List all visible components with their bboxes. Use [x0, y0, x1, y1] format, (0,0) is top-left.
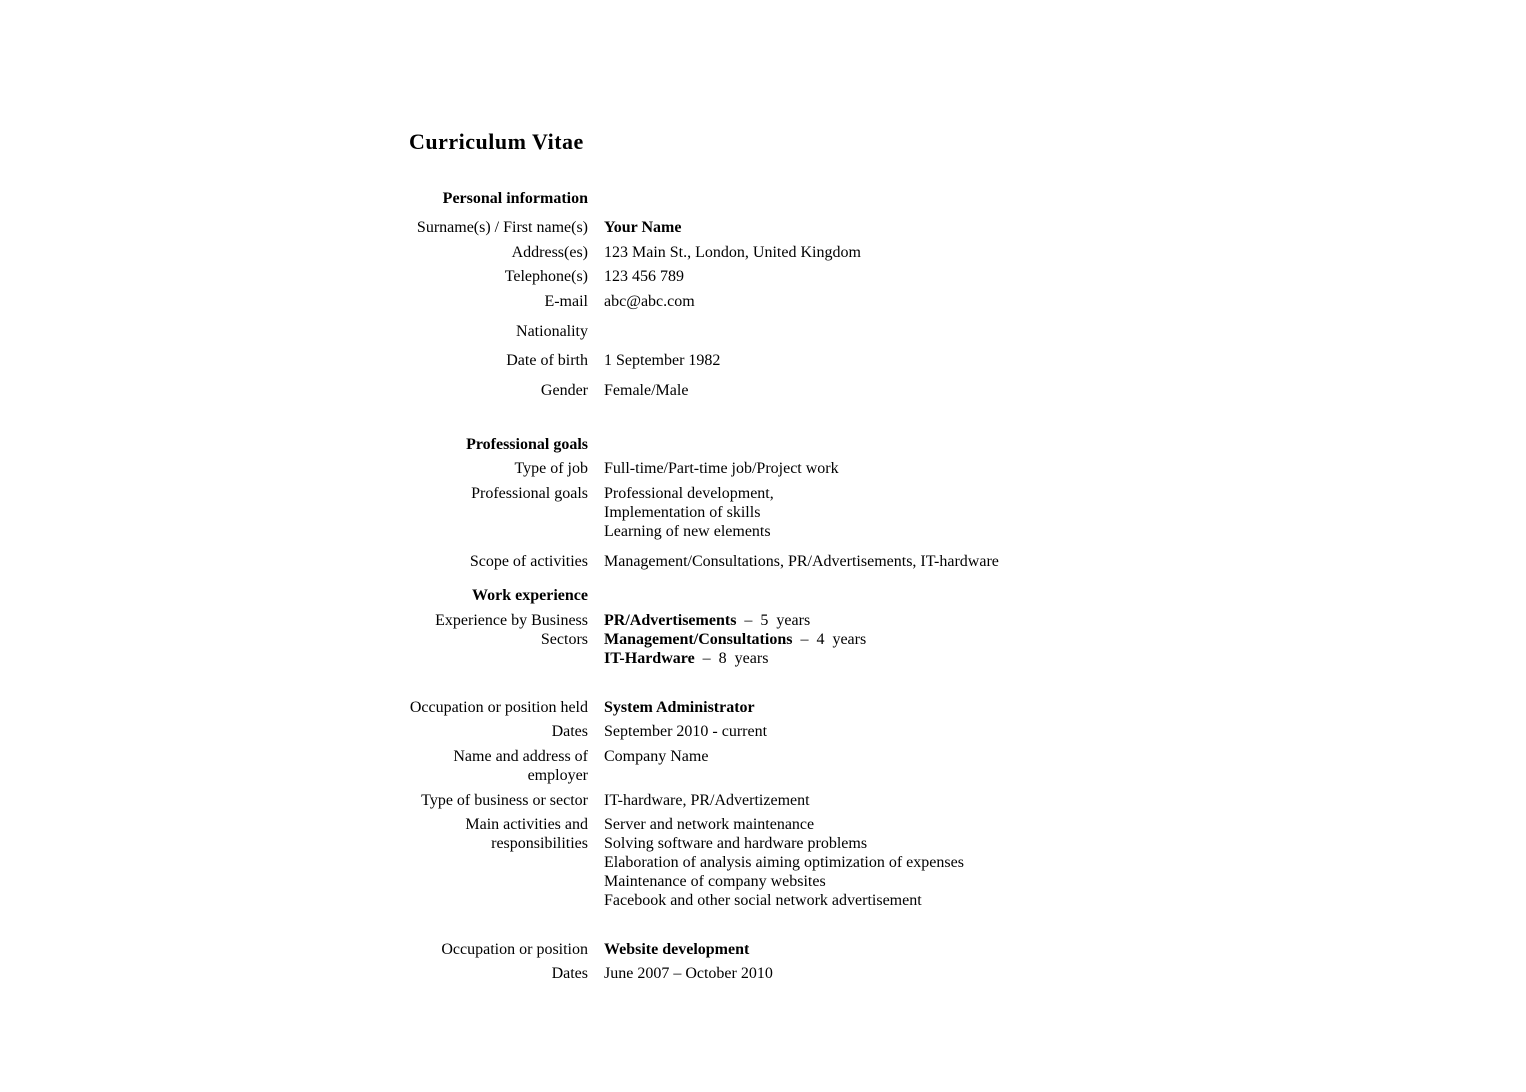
gender-value: Female/Male [604, 382, 689, 399]
position-value: System Administrator [604, 699, 755, 716]
sectors-label-line: Experience by Business [435, 612, 588, 629]
position-value: Website development [604, 941, 750, 958]
activities-label-line: Main activities and [465, 816, 588, 833]
sector-unit: years [734, 650, 769, 667]
business-label: Type of business or sector [421, 792, 588, 809]
activities-label-line: responsibilities [491, 835, 588, 852]
sector-dash: – [800, 631, 809, 648]
sector-dash: – [702, 650, 711, 667]
gender-label: Gender [540, 382, 588, 399]
dob-value: 1 September 1982 [604, 352, 721, 369]
sectors-label-line: Sectors [540, 631, 588, 648]
activity-item: Server and network maintenance [604, 816, 815, 833]
goals-line: Professional development, [604, 485, 774, 502]
sector-years: 5 [760, 612, 769, 629]
sectors-label [300, 611, 588, 649]
sector-item [604, 630, 1084, 649]
telephone-label: Telephone(s) [504, 268, 588, 285]
activity-item: Elaboration of analysis aiming optimization of expenses [604, 854, 964, 871]
address-label: Address(es) [511, 244, 588, 261]
sector-unit: years [832, 631, 867, 648]
name-value: Your Name [604, 219, 682, 236]
sector-unit: years [776, 612, 811, 629]
activity-item: Facebook and other social network advertisement [604, 892, 922, 909]
sector-name: PR/Advertisements [604, 612, 737, 629]
dates-label: Dates [551, 723, 588, 740]
address-value: 123 Main St., London, United Kingdom [604, 244, 861, 261]
job-type-value: Full-time/Part-time job/Project work [604, 460, 839, 477]
name-label: Surname(s) / First name(s) [416, 219, 588, 236]
telephone-value: 123 456 789 [604, 268, 684, 285]
dates-value: June 2007 – October 2010 [604, 965, 773, 982]
goals-line: Learning of new elements [604, 523, 771, 540]
activity-item: Solving software and hardware problems [604, 835, 868, 852]
activities-label [300, 815, 588, 853]
dates-label: Dates [551, 965, 588, 982]
sector-years: 4 [816, 631, 825, 648]
employer-label-line: Name and address of [453, 748, 588, 765]
dob-label: Date of birth [506, 352, 588, 369]
section-heading: Personal information [442, 190, 588, 207]
job-type-label: Type of job [514, 460, 588, 477]
employer-label [300, 747, 588, 785]
sector-name: Management/Consultations [604, 631, 793, 648]
sector-item [604, 611, 1084, 630]
sector-dash: – [744, 612, 753, 629]
position-label: Occupation or position [441, 941, 588, 958]
goals-value [604, 484, 1084, 541]
section-heading: Professional goals [466, 436, 588, 453]
email-label: E-mail [544, 293, 588, 310]
employer-label-line: employer [527, 767, 588, 784]
scope-label: Scope of activities [469, 553, 588, 570]
sector-years: 8 [718, 650, 727, 667]
goals-line: Implementation of skills [604, 504, 761, 521]
activities-list [604, 815, 1084, 910]
position-label: Occupation or position held [409, 699, 588, 716]
business-value: IT-hardware, PR/Advertizement [604, 792, 810, 809]
section-heading: Work experience [472, 587, 588, 604]
nationality-label: Nationality [516, 323, 588, 340]
scope-value: Management/Consultations, PR/Advertisements, IT-hardware [604, 553, 999, 570]
goals-label: Professional goals [471, 485, 588, 502]
document-title: Curriculum Vitae [409, 129, 584, 154]
activity-item: Maintenance of company websites [604, 873, 826, 890]
employer-value: Company Name [604, 748, 709, 765]
dates-value: September 2010 - current [604, 723, 768, 740]
sector-name: IT-Hardware [604, 650, 695, 667]
email-value: abc@abc.com [604, 293, 695, 310]
sector-item [604, 649, 1084, 668]
sectors-list [604, 611, 1084, 668]
